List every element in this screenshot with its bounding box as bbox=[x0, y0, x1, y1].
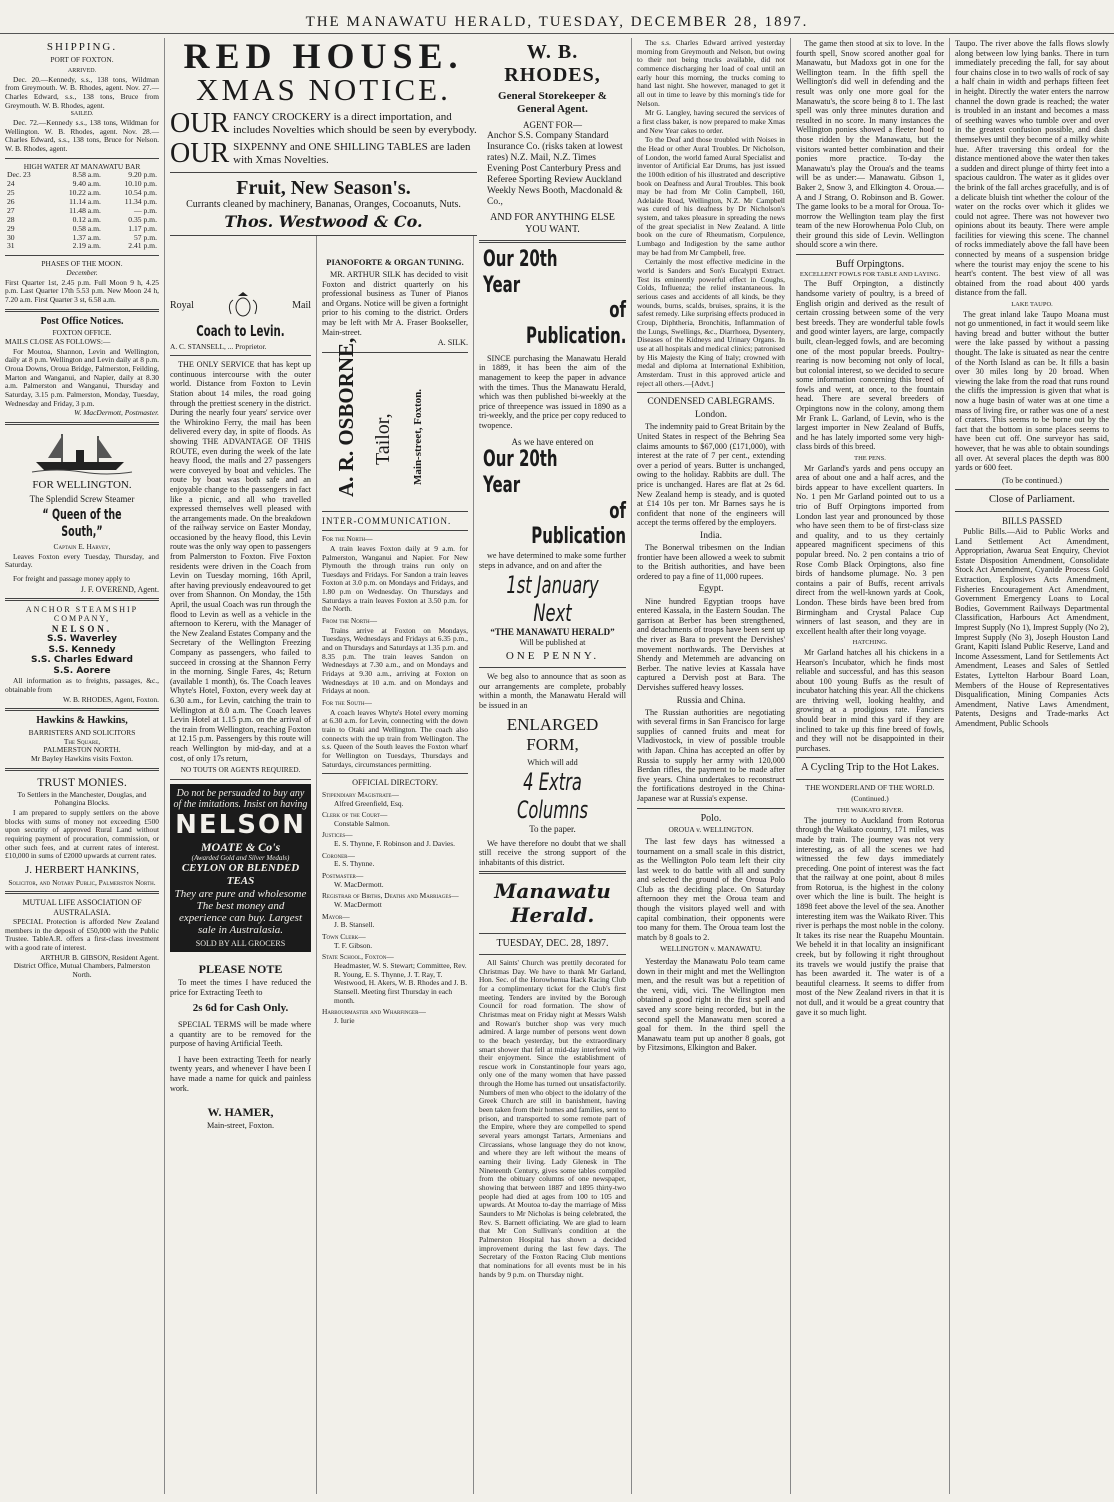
tide-row bbox=[5, 242, 159, 251]
sailings-text: Dec. 72.—Kennedy s.s., 138 tons, Wildman for Wellington. W. B. Rhodes, agent. Nov. 28.—Charles Edward, s.s., 138 tons, Bruce for Nelson. W. B. Rhodes, agent. bbox=[5, 118, 159, 154]
post-mails: MAILS CLOSE AS FOLLOWS:— bbox=[5, 336, 111, 346]
directory-office: Mayor— bbox=[322, 911, 350, 921]
nelson-ad-medals: (Awarded Gold and Silver Medals) bbox=[191, 854, 290, 863]
directory-holder: W. MacDermott. bbox=[334, 879, 384, 889]
polo-match: OROUA v. WELLINGTON. bbox=[668, 825, 754, 835]
stansell: A. C. STANSELL, ... Proprietor. bbox=[170, 341, 267, 351]
nelson-tea-ad bbox=[170, 784, 311, 952]
polo-continued: The game then stood at six to love. In the fourth spell, Snow scored another goal for Manawatu, but Madoxs got in one for the Wellington team. In the fifth spell the Wellington's did well in defending and the result was only one more goal for the Manawatu's, the score being 8 to 1. The last spell was only three minutes duration and resulted in no score. In many instances the Wellington ponies showed a fleeter hoof to those ridden by the Manawatu, but the visitors wanted better combination and their ponies more practice. To-day the Manawatu's play the Oroua's and the teams will be as under:— Manawatu. Gibson 1, Baker 2, Snow 3, and Elkington 4. Oroua.—A and J Strang, O. Robinson and B. Gower. The game looks to be a moral for Oroua. To-morrow the Wellington team play the first team of the new Horowhenua Polo Club, on their ground this side of Levin. Wellington should score a win there. bbox=[796, 39, 944, 250]
square: The Square, bbox=[63, 736, 101, 746]
taupo-text: Taupo. The river above the falls flows slowly along between low lying banks. There in turn immediately preceding the fall, for say about four chains close in to two walls of rock of say a half chain in width and perhaps fifteen feet in height. Directly the water enters the narrow channel the down grade is reached; the water is troubled in an instant and becomes a mass of seething waves who tumble over and over in the greatest confusion possible, and dash themselves until they become of a milky white hue. After traversing this ordeal for the distance mentioned above the water then takes a sudden and direct plunge of thirty feet into a spacious cauldron. The water as it glides over the brink of the fall arches gracefully, and is of a delicate bluish tint whether the colour of the water on the rocks over which it glides we could not agree. There was not however two opinions about its beauty. There were ample facilities for viewing this scene. The channel of rocks immediately above the fall have been connected by means of a suspension bridge where the tourist may enjoy the scene to his heart's content. The best view of all was obtained from the road about 400 yards distance from the fall. bbox=[955, 39, 1109, 298]
tide-cell: 11.34 p.m. bbox=[124, 197, 157, 207]
directory-list bbox=[322, 791, 468, 1026]
special-terms: SPECIAL TERMS will be made where a quantity are to be removed for the purpose of having Artificial Teeth. bbox=[170, 1019, 311, 1049]
trust-text: I am prepared to supply settlers on the above blocks with sums of money not exceeding £500 upon security of approved Rural Land without requiring payment of procuration, commission, or other such fees, and at current rates of interest. £10,000 in sums of £2000 upwards at current rates. bbox=[5, 807, 159, 861]
mutual-text: SPECIAL Protection is afforded New Zealand members in the deposit of £50,000 with the Public Trustee. TableA.R. offers a first-class investment with a good rate of interest. bbox=[5, 917, 159, 953]
waikato-heading: THE WAIKATO RIVER. bbox=[836, 807, 904, 815]
masthead: THE MANAWATU HERALD, TUESDAY, DECEMBER 28, 1897. bbox=[0, 0, 1114, 34]
buff-text: The Buff Orpington, a distinctly handsome variety of poultry, is a breed of English origin and derived as the result of certain crossing between some of the very best breeds. They are wonderful table fowls and good winter layers, are large, compactly built, clean-legged fowls, and are becoming one of the most popular breeds. Poultry-rearing is now becoming not only of local, but colonial interest, so we decided to secure some information concerning this breed of fowls and went, at once, to the fountain head. There are several breeders of Orpingtons now in the colony, among them Mr Frank L. Garland, of Levin, who is the largest importer in New Zealand of Buffs, and he has lately imported some very high-class birds of this breed. bbox=[796, 279, 944, 452]
fruit-heading: Fruit, New Season's. bbox=[236, 176, 411, 199]
tide-cell: Dec. 23 bbox=[7, 170, 31, 180]
russia-heading: Russia and China. bbox=[676, 695, 746, 706]
coach-heading: Coach to Levin. bbox=[196, 322, 285, 340]
edward-text: The s.s. Charles Edward arrived yesterday morning from Greymouth and Nelson, but owing to their not being trucks available, did not commence discharging her load of coal until an early hour this morning, the trucks coming to hand last night. She however, managed to get it all out in time to leave by this morning's tide for Nelson. bbox=[637, 38, 785, 108]
hatching-heading: HATCHING. bbox=[852, 639, 888, 647]
south-text: A coach leaves Whyte's Hotel every morning at 6.30 a.m. for Levin, connecting with the down train to Otaki and Wellington. The coach also connects with the up train from Wellington. The s.s. Queen of the South leaves the Foxton wharf for Wellington on Tuesdays, Thursdays and Saturdays, circumstances permitting. bbox=[322, 707, 468, 769]
royal-arms-icon bbox=[223, 292, 263, 320]
tide-cell: 24 bbox=[7, 179, 15, 189]
extra-columns: 4 Extra Columns bbox=[516, 768, 588, 825]
directory-holder: Constable Salmon. bbox=[334, 818, 390, 828]
ship-name: S.S. Kennedy bbox=[48, 644, 116, 655]
directory-office: Town Clerk— bbox=[322, 932, 366, 942]
nelson-ad-grocers: SOLD BY ALL GROCERS bbox=[195, 938, 286, 948]
tide-cell: 30 bbox=[7, 232, 15, 242]
rhodes-agent: W. B. RHODES, Agent, Foxton. bbox=[62, 694, 159, 704]
tide-cell: 11.14 a.m. bbox=[69, 197, 101, 207]
directory-holder: W. MacDermott bbox=[334, 900, 382, 910]
tide-cell: 0.12 a.m. bbox=[72, 214, 101, 224]
issue-date: TUESDAY, DEC. 28, 1897. bbox=[496, 938, 609, 950]
moon-text: First Quarter 1st, 2.45 p.m. Full Moon 9 h, 4.25 p.m. Last Quarter 17th 5.53 p.m. New Moon 24 h, 7.20 a.m. First Quarter 3 st, 6.58 a.m. bbox=[5, 277, 159, 304]
buff-heading: Buff Orpingtons. bbox=[835, 259, 905, 271]
solicitor: Solicitor, and Notary Public, Palmerston North. bbox=[8, 877, 156, 887]
leaves-text: Leaves Foxton every Tuesday, Thursday, and Saturday. bbox=[5, 551, 159, 570]
parliament-heading: Close of Parliament. bbox=[988, 494, 1076, 506]
directory-office: Justices— bbox=[322, 830, 353, 840]
tide-cell: 25 bbox=[7, 188, 15, 198]
tide-cell: 57 p.m. bbox=[134, 232, 157, 242]
ship-name: S.S. Charles Edward bbox=[31, 655, 133, 666]
egypt-heading: Egypt. bbox=[698, 584, 724, 595]
north-text: A train leaves Foxton daily at 9 a.m. for Palmerston, Wanganui and Napier. For New Plymouth the through trains run only on Tuesdays and Fridays. For Sandon a train leaves Foxton at 3.0 p.m. on Mondays and Fridays, and 1.80 p.m on Wednesday. On Thursdays and Saturdays a train leaves Foxton at 3.50 p.m. for the North. bbox=[322, 543, 468, 614]
tide-cell: 0.58 a.m. bbox=[72, 223, 101, 233]
january-next: 1st January Next bbox=[506, 571, 599, 628]
directory-holder: E. S. Thynne. bbox=[334, 859, 375, 869]
nelson-ad-body: They are pure and wholesome The best money and experience can buy. Largest sale in Australasia. bbox=[174, 888, 307, 937]
directory-holder: J. B. Stansell. bbox=[334, 920, 375, 930]
tide-cell: 8.58 a.m. bbox=[72, 170, 101, 180]
nelson-ad-co: MOATE & Co's bbox=[200, 840, 281, 855]
column-parliament bbox=[950, 38, 1114, 1494]
of-publication-2: of Publication bbox=[531, 498, 626, 550]
hamer-address: Main-street, Foxton. bbox=[206, 1121, 275, 1131]
anything-else: AND FOR ANYTHING ELSE YOU WANT. bbox=[490, 212, 615, 236]
agent-for: AGENT FOR— bbox=[522, 119, 583, 130]
ship-name: S.S. Waverley bbox=[46, 634, 118, 645]
silk-sign: A. SILK. bbox=[437, 338, 468, 348]
doubt-text: We have therefore no doubt that we shall still receive the strong support of the inhabitants of this district. bbox=[479, 838, 626, 867]
directory-holder: T. F. Gibson. bbox=[334, 940, 373, 950]
tide-cell: 29 bbox=[7, 223, 15, 233]
directory-office: Harbourmaster and Wharfinger— bbox=[322, 1007, 426, 1017]
arrived-label: ARRIVED. bbox=[67, 67, 97, 74]
steamer-name: “ Queen of the South,” bbox=[42, 507, 122, 540]
directory-holder: J. Iurie bbox=[334, 1015, 355, 1025]
general-agent: General Storekeeper & General Agent. bbox=[498, 89, 607, 115]
palmerston: PALMERSTON NORTH. bbox=[43, 745, 121, 755]
polo-text: The last few days has witnessed a tournament on a small scale in this district, as the Wellington Polo team left their city last week to do battle with all and sundry and selected the ground of the Oroua Polo Club as the deciding place. On Saturday afternoon they met the Oroua team and though the visitors played well and with capital combination, their opponents were too many for them. The Oroua team lost the match by 8 goals to 2. bbox=[637, 836, 785, 942]
egypt-text: Nine hundred Egyptian troops have entered Kassala, in the Eastern Soudan. The garrison at Berber has been strengthened, and detachments of troops have been sent up the river as Bara to prevent the Dervishes' movement northwards. The Dervishes at Shendy and Metemmeh are advancing on Berber. The native levies at Kassala have captured a Dervish post at Bara. The Dervishes suffered heavy losses. bbox=[637, 596, 785, 692]
extracting-text: I have been extracting Teeth for nearly twenty years, and whenever I have been I have made a name for quick and painless work. bbox=[170, 1054, 311, 1093]
enlarged-form: ENLARGED FORM, bbox=[506, 714, 599, 754]
india-text: The Bonerwal tribesmen on the Indian frontier have been allowed a week to submit to the British authorities, and have been ordered to pay a fine of 11,000 rupees. bbox=[637, 543, 785, 581]
official-heading: OFFICIAL DIRECTORY. bbox=[352, 778, 438, 788]
london-text: The indemnity paid to Great Britain by the United States in respect of the Behring Sea claims amounts to $67,000 (£171,000), with interest at the rate of 7 per cent., extending over a period of years. Butter is unchanged, owing to the holiday. Rabbits are dull. The price is unchanged. Hares are flat at 2s 6d. New Zealand hemp is steady, and is quoted at £14 10s per ton. Mr Barnes says he is confident that none of the engineers will accept the terms offered by the employers. bbox=[637, 422, 785, 528]
directory-office: Registrar of Births, Deaths and Marriages— bbox=[322, 891, 459, 901]
twentieth-year: Our 20th Year bbox=[483, 246, 558, 298]
directory-office: Coroner— bbox=[322, 850, 355, 860]
column-rhodes bbox=[474, 38, 631, 1494]
tide-cell: 0.35 p.m. bbox=[128, 214, 157, 224]
tide-cell: 10.22 a.m. bbox=[68, 188, 101, 198]
column-cablegrams bbox=[632, 38, 790, 1494]
nelson-ad-teas: CEYLON OR BLENDED TEAS bbox=[181, 862, 300, 888]
pens-heading: THE PENS. bbox=[854, 455, 886, 463]
tide-cell: 9.20 p.m. bbox=[128, 170, 157, 180]
waikato-text: The journey to Auckland from Rotorua through the Waikato country, 171 miles, was made by train. The journey was not very interesting, as of all the scenes we had witnessed the few days immediately preceding. One point of interest was the fact that the railway at one point, about 8 miles from Rotorua, is the highest in the colony over which the line is built. The height is 1898 feet above the level of the sea. Another interesting item was the Waikato River. This river is perhaps the most noble in the colony. It takes its rise near the Ruapehu Mountain. We beheld it in that locality an insignificant creek, but by following it right throughout its travels we would justify the praise that has been awarded it. The water is of a beautiful clearness. It seems to differ from most of the New Zealand rivers in that it is not dull, and it would be a great country that gave it so much light. bbox=[796, 815, 944, 1017]
high-water-heading: HIGH WATER AT MANAWATU BAR bbox=[23, 161, 141, 171]
gibson: ARTHUR B. GIBSON, Resident Agent. bbox=[40, 952, 159, 962]
our-crockery-text: FANCY CROCKERY is a direct importation, and includes Novelties which should be seen by everybody. bbox=[233, 110, 477, 136]
ship-list bbox=[5, 634, 159, 676]
overend: J. F. OVEREND, Agent. bbox=[80, 584, 159, 594]
trust-heading: TRUST MONIES. bbox=[37, 774, 127, 789]
tide-cell: — p.m. bbox=[134, 205, 157, 215]
which-will-add: Which will add bbox=[527, 758, 578, 768]
nelson-ad-top: Do not be persuaded to buy any of the imitations. Insist on having bbox=[173, 787, 308, 810]
wonderland-heading: THE WONDERLAND OF THE WORLD. bbox=[805, 782, 935, 792]
wellington-manawatu: WELLINGTON v. MANAWATU. bbox=[660, 944, 762, 954]
hatching-text: Mr Garland hatches all his chickens in a Hearson's Incubator, which he finds most reliable and successful, and has this season about 100 young Buffs as the result of incubator hatching this year. All the chickens are thriving well, looking healthy, and growing at a prodigious rate. Fanciers should bear in mind this yard if they are inclined to take up this fine breed of fowls, and they will not be disappointed in their purchases. bbox=[796, 647, 944, 753]
post-office-sub: FOXTON OFFICE. bbox=[52, 328, 112, 338]
langley-text: Mr G. Langley, having secured the services of a first class baker, is now prepared to make Xmas and New Year cakes to order. bbox=[637, 108, 785, 135]
westwood-name: Thos. Westwood & Co. bbox=[224, 212, 423, 232]
nelson-ad-name: NELSON bbox=[175, 809, 306, 840]
anchor-info: All information as to freights, passages, &c., obtainable from bbox=[5, 676, 159, 694]
deaf-text: To the Deaf and those troubled with Noises in the Head or other Aural Troubles. Dr Nicholson, of London, the world famed Aural Specialist and inventor of Artificial Ear Drums, has just issued the 100th edition of his illustrated and descriptive book on Deafness and Aural Troubles. This book may be had from Mr Colin Campbell, 160, Adelaide Road, Wellington, N.Z. Mr Campbell was cured of his deafness by Dr Nicholson's system, and takes pleasure in spreading the news of the great specialist in New Zealand. A little book on the cure of Rheumatism, Corpulence, Lumbago and Indigestion by the same author may be had from Mr Campbell, free. bbox=[637, 135, 785, 257]
determined-text: we have determined to make some further steps in advance, and on and after the bbox=[479, 550, 626, 570]
no-touts: NO TOUTS OR AGENTS REQUIRED. bbox=[180, 765, 301, 775]
inter-heading: INTER-COMMUNICATION. bbox=[322, 515, 452, 526]
hawkins-heading: Hawkins & Hawkins, bbox=[36, 715, 128, 727]
postmaster: W. MacDermott, Postmaster. bbox=[74, 408, 159, 418]
from-north-heading: From the North— bbox=[322, 616, 377, 626]
moon-heading: PHASES OF THE MOON. bbox=[41, 259, 123, 269]
will-be: Will be published at bbox=[519, 637, 586, 647]
entered-text: As we have entered on bbox=[511, 436, 594, 447]
tide-cell: 31 bbox=[7, 241, 15, 251]
for-wellington: FOR WELLINGTON. bbox=[32, 478, 132, 491]
please-note: PLEASE NOTE bbox=[198, 961, 283, 976]
tide-cell: 10.10 p.m. bbox=[124, 179, 157, 189]
india-heading: India. bbox=[700, 531, 722, 541]
column-poultry bbox=[791, 38, 949, 1494]
coach-text: THE ONLY SERVICE that has kept up continuous intercourse with the outer world. Distance from Foxton to Levin Station about 14 miles, the road going through the prettiest scenery in the district. During the nearly four years' service over the Whirokino Ferry, the mail has been delivered every day, in spite of floods. As showing THE ADVANTAGE OF THIS ROUTE, even during the week of the late heavy flood, the mails and 27 passengers were conveyed by boat and vehicles. The route by boat was both safe and an enjoyable change to the passengers in fact like a picnic, and all who travelled expressed themselves well pleased with the arrangements made. On the breakdown of the railway service on Easter Monday, occasioned by the heavy flood, this Levin route was the only way open to passengers from Palmerston to Foxton. Five Foxton residents were driven in the Coach from Levin on Tuesday morning, 16th April, after having previously endeavoured to get over from Shannon. On Monday, the 15th April, the usual Coach was run through the flood to Levin as well as a vehicle in the afternoon to Kereru, with the Manager of the New Zealand Estates Company and the Secretary of the Wellington Freezing Company as passengers, who failed to succeed in crossing at the Shannon Ferry in the morning. Single Fares, 4s; Return (available 1 month), 6s. The Coach leaves Whyte's Hotel, Foxton, every week day at 6.30 a.m., for Levin, catching the train to Wellington at 8.0 a.m. The Coach leaves Levin Hotel at 1.15 p.m. on the arrival of the train from Wellington, reaching Foxton at 12.15 p.m. Passengers by this route will reach Wellington by mid-day, and at a cost, of only 17s return, bbox=[170, 360, 311, 763]
buff-sub: EXCELLENT FOWLS FOR TABLE AND LAYING. bbox=[799, 270, 941, 278]
steamer-icon bbox=[5, 430, 159, 474]
directory-holder: E. S. Thynne, F. Robinson and J. Davies. bbox=[334, 839, 456, 849]
herald-title: Manawatu Herald. bbox=[494, 879, 611, 927]
our-drop-cap-2: OUR bbox=[170, 138, 230, 170]
hamer-name: W. HAMER, bbox=[207, 1105, 274, 1120]
arrivals-text: Dec. 20.—Kennedy, s.s., 138 tons, Wildman from Greymouth. W. B. Rhodes, agent. Nov. 27.—Charles Edward, s.s., 138 tons, Bruce from Greymouth. W. B. Rhodes, agent. bbox=[5, 74, 159, 110]
trust-intro: To Settlers in the Manchester, Douglas, and Pohangina Blocks. bbox=[17, 789, 147, 808]
local-news: All Saints' Church was prettily decorated for Christmas Day. We have to thank Mr Garland, Hon. Sec. of the Horowhenua Hack Racing Club for a complimentary ticket for the Club's first meeting. Tenders are invited by the Borough Council for road formation. The show of Christmas meat on Friday night at Messrs Walsh and Rowan's butcher shop was very much admired. A large number of persons went down to the beach yesterday, but the extraordinary smart shower that fell at mid-day interfered with their enjoyment. Since the establishment of rescue work in Constantinople four years ago, only one of the many women that have passed through the Home has turned out unsatisfactorily. Numbers of men who object to the idolatry of the Greek Church are still in banishment, having been taken from their homes and families, sent to prison, and transported to some remote part of the Empire, where they are compelled to spend several years amongst Tartars, Armenians and Circassians, whose language they do not know, and where they are left without the means of earning their living. Lady Glenesk in The Nineteenth Century, gives some tables compiled from the obituary columns of one newspaper, showing that between 1887 and 1895 thirty-two people had died at ages from 100 to 105 and upwards. At Moutoa to-day the marriage of Miss Saunders to Mr Nicholas is being celebrated, the Rev. S. Barnett officiating. We are glad to learn that Mr Con Sullivan's condition at the Palmerston Hospital has shown a decided improvement during the last few days. The Secretary of the Foxton Racing Club mentions that nominations for all events must be in his hands by 9 p.m. on Thursday night. bbox=[479, 957, 626, 1279]
bills-heading: BILLS PASSED bbox=[1002, 515, 1062, 526]
steamer-intro: The Splendid Screw Steamer bbox=[29, 493, 135, 504]
hankins-heading: J. HERBERT HANKINS, bbox=[24, 863, 140, 876]
polo-heading: Polo. bbox=[700, 812, 722, 824]
fruit-text: Currants cleaned by machinery, Bananas, Oranges, Cocoanuts, Nuts. bbox=[186, 198, 461, 210]
bayley: Mr Bayley Hawkins visits Foxton. bbox=[30, 753, 134, 763]
directory-office: Clerk of the Court— bbox=[322, 810, 388, 820]
please-text: To meet the times I have reduced the price for Extracting Teeth to bbox=[170, 977, 311, 997]
column-directory bbox=[317, 38, 473, 1494]
since-text: SINCE purchasing the Manawatu Herald in 1889, it has been the aim of the management to keep the paper in advance with the times. Thus the Manawatu Herald, which was then published bi-weekly at the price of threepence was issued in 1890 as a tri-weekly, and the price per copy reduced to twopence. bbox=[479, 353, 626, 430]
royal-label: Royal bbox=[170, 300, 194, 312]
ship-name: S.S. Aorere bbox=[53, 665, 111, 676]
red-house-title: RED HOUSE. bbox=[183, 36, 464, 76]
nelson-heading: NELSON. bbox=[51, 623, 113, 634]
tide-cell: 2.41 p.m. bbox=[128, 241, 157, 251]
eucalypti-text: Certainly the most effective medicine in the world is Sanders and Son's Eucalypti Extract. Test its eminently powerful effect in Coughs, Colds, Influenza; the relief instantaneous. In serious cases and accidents of all kinds, be they wounds, burns, scalds, bruises, sprains, it is the safest remedy. Like surprising effects produced in Croup, Diphtheria, Bronchitis, Inflammation of the Lungs, Swellings, &c., Diarrhoea, Dysentery, Diseases of the Kidneys and Urinary Organs. In use at all hospitals and medical clinics; patronised by His Majesty the King of Italy; crowned with medal and diploma at International Exhibition, Amsterdam. Trust in this approved article and reject all others.—[Advt.] bbox=[637, 257, 785, 388]
mutual-heading: MUTUAL LIFE ASSOCIATION OF AUSTRALASIA. bbox=[22, 898, 142, 917]
lake-heading: LAKE TAUPO. bbox=[1011, 301, 1053, 309]
osborne-name: A. R. OSBORNE, bbox=[334, 337, 358, 497]
our-drop-cap: OUR bbox=[170, 107, 230, 139]
anchor-heading: ANCHOR STEAMSHIP COMPANY, bbox=[25, 604, 139, 624]
tide-cell: 1.17 p.m. bbox=[128, 223, 157, 233]
directory-office: Postmaster— bbox=[322, 871, 364, 881]
of-publication: of Publication. bbox=[526, 298, 627, 350]
tide-cell: 26 bbox=[7, 197, 15, 207]
continued-label: (Continued.) bbox=[851, 794, 889, 804]
tide-cell: 9.40 a.m. bbox=[72, 179, 101, 189]
barristers: BARRISTERS AND SOLICITORS bbox=[28, 727, 136, 737]
tide-cell: 2.19 a.m. bbox=[72, 241, 101, 251]
column-shipping bbox=[0, 38, 164, 1494]
herald-quote: “THE MANAWATU HERALD” bbox=[490, 627, 615, 638]
freight-text: For freight and passage money apply to bbox=[13, 573, 130, 583]
piano-text: MR. ARTHUR SILK has decided to visit Foxton and district quarterly on his professional business as Tuner of Pianos and Organs. Notice will be given a fortnight prior to his coming to the district. Orders may be left with Mr A. Fraser Bookseller, Main-street. bbox=[322, 269, 468, 337]
russia-text: The Russian authorities are negotiating with several firms in San Francisco for large supplies of canned fruits and meat for Vladivostock, in view of possible trouble with Japan. China has accepted an offer by Russia to supply her army with 120,000 Berdan rifles, the payment to be made after five years. China undertakes to reconstruct the fortifications destroyed in the China-Japanese war at Russia's expense. bbox=[637, 707, 785, 803]
cash-only: 2s 6d for Cash Only. bbox=[192, 1002, 289, 1015]
port-heading: PORT OF FOXTON. bbox=[50, 54, 114, 64]
bills-text: Public Bills.—Aid to Public Works and Land Settlement Act Amendment, Appropriation, Awarua Seat Enquiry, Cheviot Estate Disposition Amendment, Consolidate Stock Act Amendment, Cyanide Process Gold Extraction, Explosives Acts Amendment, Fisheries Encouragement Act Amendment, Government Emergency Loans to Local Bodies, Government Railways Departmental Classification, Harbours Act Amendment, Imprest Supply (No 1), Imprest Supply (No 2), Imprest Supply (No 3), Joseph Houston Land Grant, Kapiti Island Public Reserve, Land and Income Assessment, Land for Settlements Act Amendment, Leases and Sales of Settled Estates, Lyttelton Harbour Board Loan, Members of the House of Representatives Disqualification, Mining Companies Acts Amendment, Native Laws Amendment, Patents, Designs and Trade-marks Act Amendment, Public Schools bbox=[955, 527, 1109, 728]
twentieth-year-2: Our 20th Year bbox=[483, 447, 558, 498]
to-be-continued: (To be continued.) bbox=[1001, 475, 1063, 485]
lake-text: The great inland lake Taupo Moana must not go unmentioned, in fact it would seem like having bread and butter without the butter were the lake passed by without a passing thought. The lake is situated as near the centre of the North Island as can be. It fills a basin over 30 miles long by 20 broad. When viewing the lake from the road that runs round the cliffs the impression is given that what is now a huge basin of water was at one time a mass of living fire, or rather was one of a nest of craters. This seems to be borne out by the fact that the bottom in some places seems to have been cut off. One surveyor has said, however, that he was able to obtain soundings all over. At several places the depth was 800 yards or 600 feet. bbox=[955, 309, 1109, 473]
tide-cell: 1.37 a.m. bbox=[72, 232, 101, 242]
directory-holder: Alfred Greenfield, Esq. bbox=[334, 798, 404, 808]
directory-office: Stipendiary Magistrate— bbox=[322, 789, 399, 799]
beg-text: We beg also to announce that as soon as our arrangements are complete, probably within a month, the Manawatu Herald will be issued in an bbox=[479, 672, 626, 711]
tide-cell: 11.48 a.m. bbox=[69, 205, 101, 215]
rhodes-heading: W. B. RHODES, bbox=[504, 41, 601, 87]
tide-table bbox=[5, 171, 159, 251]
to-paper: To the paper. bbox=[529, 824, 576, 835]
one-penny: ONE PENNY. bbox=[505, 650, 600, 663]
tide-cell: 28 bbox=[7, 214, 15, 224]
captain: Captain E. Harvey, bbox=[53, 541, 111, 551]
wellington-text: Yesterday the Manawatu Polo team came down in their might and met the Wellington men, and the result was but a repetition of the veni, vidi, vici. The Wellington men obtained a good right in the first spell and saved any score being recorded, but in the second spell the Manawatu men scored a goal for them. In the third spell the Manawatu team put up another 8 goals, got by Fitzsimons, Elkington and Baker. bbox=[637, 957, 785, 1053]
post-office-heading: Post Office Notices. bbox=[40, 315, 124, 327]
shipping-heading: SHIPPING. bbox=[46, 41, 118, 53]
cablegrams-heading: CONDENSED CABLEGRAMS. bbox=[647, 397, 775, 408]
xmas-notice-title: XMAS NOTICE. bbox=[196, 72, 451, 107]
moon-month: December. bbox=[66, 267, 98, 277]
piano-heading: PIANOFORTE & ORGAN TUNING. bbox=[326, 257, 464, 267]
our-tables-text: SIXPENNY and ONE SHILLING TABLES are laden with Xmas Novelties. bbox=[233, 141, 471, 167]
sailed-label: SAILED. bbox=[70, 111, 94, 118]
cycling-heading: A Cycling Trip to the Hot Lakes. bbox=[801, 762, 939, 774]
mail-label: Mail bbox=[292, 300, 311, 312]
london-heading: London. bbox=[695, 410, 727, 421]
post-text: For Moutoa, Shannon, Levin and Wellington, daily at 8 p.m. Wellington and Levin daily at 8 p.m. Oroua Downs, Oroua Bridge, Palmerston, Feilding, Marton and Wanganui, and Napier, daily at 8.30 a.m. Palmerston and Wanganui, Thursday and Saturday, 3.15 p.m. Palmerston, Monday, Tuesday, Wednesday and Friday, 3 p.m. bbox=[5, 346, 159, 408]
district-office: District Office, Mutual Chambers, Palmerston North. bbox=[13, 961, 151, 979]
directory-holder: Headmaster, W. S. Stewart; Committee, Rev. R. Young, E. S. Thynne, J. T. Ray, T. Westwood, H. Akers, W. B. Rhodes and J. B. Stansell. Meeting first Thursday in each month. bbox=[334, 961, 468, 1005]
north-heading: For the North— bbox=[322, 534, 373, 544]
tide-cell: 10.54 p.m. bbox=[124, 188, 157, 198]
tide-cell: 27 bbox=[7, 205, 15, 215]
osborne-tailor: Tailor, bbox=[372, 413, 394, 465]
from-north-text: Trains arrive at Foxton on Mondays, Tuesdays, Wednesdays and Fridays at 6.35 p.m., and on Thursdays and Saturdays at 1.35 p.m. and 8.35 p.m. The train leaves Sandon on Wednesdays at 7.30 a.m., and on Mondays and Fridays at 9.30 a.m., arriving at Foxton on Wednesdays at 10 a.m. and on Mondays and Fridays at noon. bbox=[322, 625, 468, 696]
south-heading: For the South— bbox=[322, 698, 372, 708]
directory-office: State School, Foxton— bbox=[322, 952, 394, 962]
agencies: Anchor S.S. Company Standard Insurance Co. (risks taken at lowest rates) N.Z. Mail, N.Z. Times Evening Post Canterbury Press and Referee Sporting Review Auckland Weekly News Booth, Macdonald & Co., bbox=[487, 131, 623, 207]
osborne-address: Main-street, Foxton. bbox=[412, 388, 424, 485]
pens-text: Mr Garland's yards and pens occupy an area of about one and a half acres, and the birds appear to have excellent quarters. In No. 1 pen Mr Garland pointed out to us a trio of Buff Orpingtons imported from London last year and pronounced by those who have seen them to be of first-class size and quality, and to us they certainly appeared magnificent specimens of this popular breed. No. 2 pen contains a trio of Rose Comb Black Orpingtons, also fine birds of handsome plumage. No. 3 pen contains a pair of Buffs, recent arrivals direct from the well-known yards at Cook, London. These birds have been bred from Birmingham and Crystal Palace Cup winners of last season, and they are in excellent health after their long voyage. bbox=[796, 463, 944, 636]
